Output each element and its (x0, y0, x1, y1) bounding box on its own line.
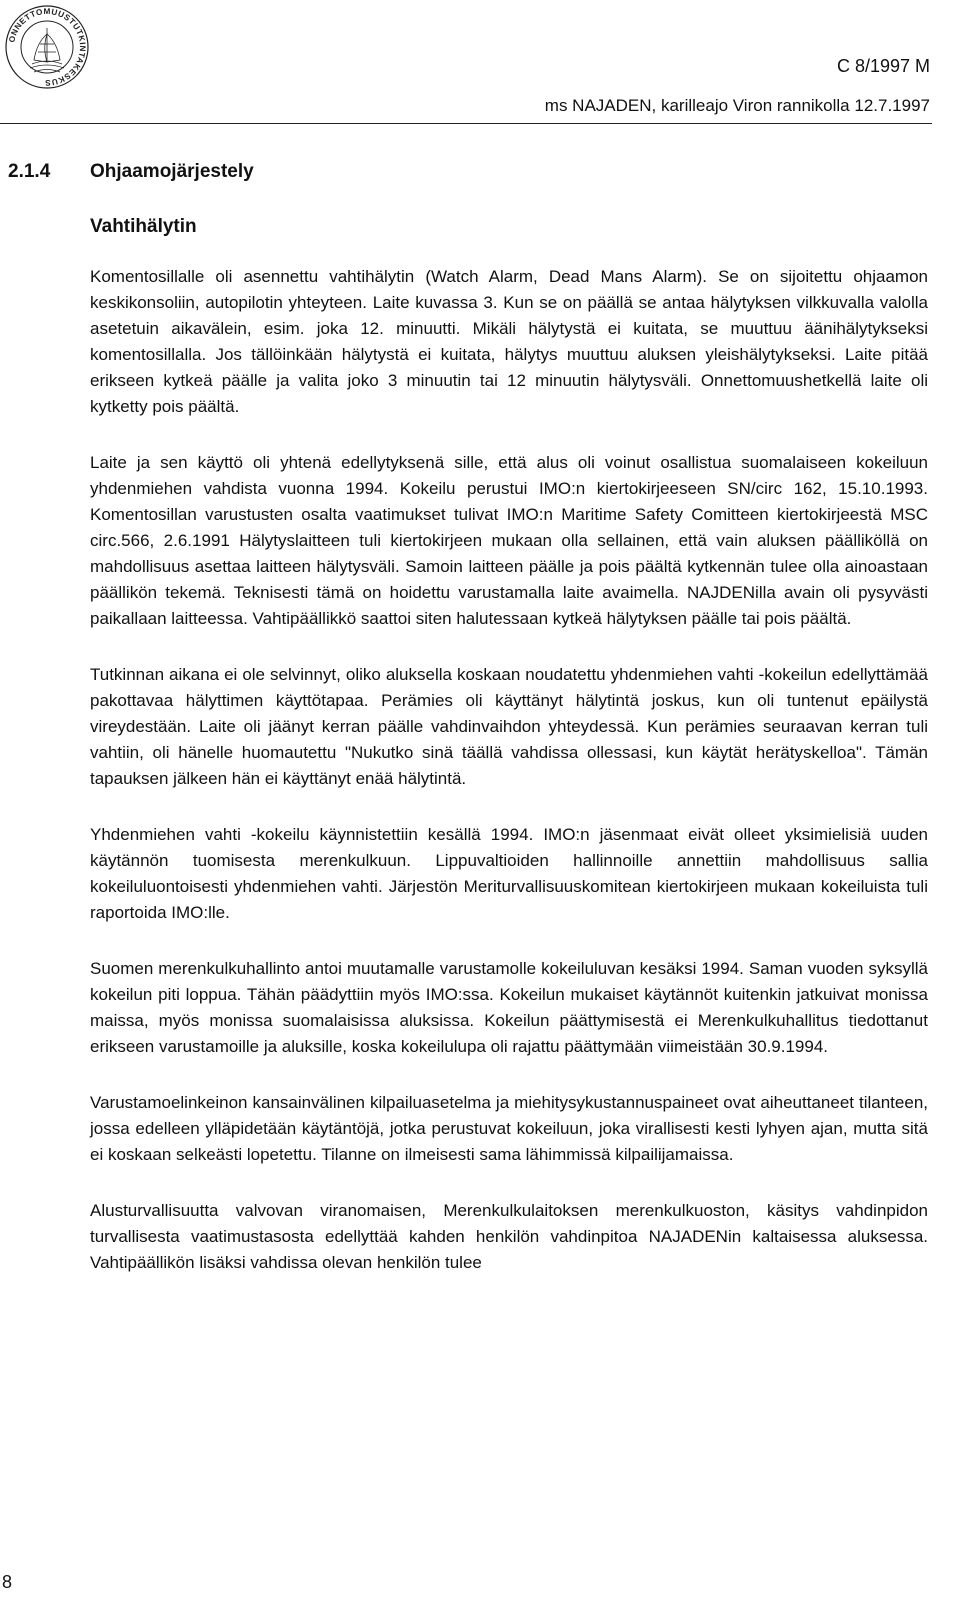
report-code: C 8/1997 M (836, 56, 930, 76)
paragraph: Yhdenmiehen vahti -kokeilu käynnistettiin kesällä 1994. IMO:n jäsenmaat eivät olleet yksimielisiä uuden käytännön tuomisesta merenkulkuun. Lippuvaltioiden hallinnoille annettiin mahdollisuus sallia kokeiluluontoisesti yhdenmiehen vahti. Järjestön Meriturvallisuuskomitean kiertokirjeen mukaan kokeiluista tuli raportoida IMO:lle. (90, 825, 928, 922)
seal-text: ONNETTOMUUSTUTKINTAKESKUS (7, 6, 88, 88)
paragraph: Laite ja sen käyttö oli yhtenä edellytyksenä sille, että alus oli voinut osallistua suomalaiseen kokeiluun yhdenmiehen vahdista vuonna 1994. Kokeilu perustui IMO:n kiertokirjeeseen SN/circ 162, 15.10.1993. Komentosillan varustusten osalta vaatimukset tulivat IMO:n Maritime Safety Comitteen kiertokirjeestä MSC circ.566, 2.6.1991 Hälytyslaitteen tuli kiertokirjeen mukaan olla sellainen, että vain aluksen päälliköllä on mahdollisuus asettaa laitteen hälytysväli. Samoin laitteen päälle ja pois päältä kytkennän tulee olla ainoastaan päällikön tekemä. Teknisesti tämä on hoidettu varustamalla laite avaimella. NAJDENilla avain oli pysyvästi paikallaan laitteessa. Vahtipäällikkö saattoi siten halutessaan kytkeä hälytyksen päälle tai pois päältä. (90, 453, 928, 628)
page-number: 8 (2, 1572, 13, 1592)
paragraph: Suomen merenkulkuhallinto antoi muutamalle varustamolle kokeiluluvan kesäksi 1994. Saman vuoden syksyllä kokeilun piti loppua. Tähän päädyttiin myös IMO:ssa. Kokeilun mukaiset käytännöt kuitenkin jatkuivat monissa maissa, myös monissa suomalaisissa aluksissa. Kokeilun päättymisestä ei Merenkulkuhallitus tiedottanut erikseen varustamoille ja aluksille, koska kokeilulupa oli rajattu päättymään viimeistään 30.9.1994. (90, 959, 928, 1056)
paragraph: Alusturvallisuutta valvovan viranomaisen, Merenkulkulaitoksen merenkulkuoston, käsitys vahdinpidon turvallisesta vaatimustasosta edellyttää kahden henkilön vahdinpitoa NAJADENin kaltaisessa aluksessa. Vahtipäällikön lisäksi vahdissa olevan henkilön tulee (90, 1201, 928, 1272)
body-text (90, 264, 928, 1306)
section-title: Ohjaamojärjestely (90, 161, 254, 182)
paragraph: Tutkinnan aikana ei ole selvinnyt, oliko aluksella koskaan noudatettu yhdenmiehen vahti -kokeilun edellyttämää pakottavaa hälyttimen käyttötapaa. Perämies oli käyttänyt hälytintä joskus, kun oli tuntenut epäilystä vireydestään. Laite oli jäänyt kerran päälle vahdinvaihdon yhteydessä. Kun perämies seuraavan kerran tuli vahtiin, oli hänelle huomautettu "Nukutko sinä täällä vahdissa ollessasi, kun käytät herätyskelloa". Tämän tapauksen jälkeen hän ei käyttänyt enää hälytintä. (90, 665, 928, 788)
header-divider (0, 123, 932, 124)
section-number: 2.1.4 (8, 161, 51, 182)
report-subtitle: ms NAJADEN, karilleajo Viron rannikolla 12.7.1997 (544, 96, 930, 115)
agency-seal-logo (4, 4, 90, 90)
paragraph: Komentosillalle oli asennettu vahtihälytin (Watch Alarm, Dead Mans Alarm). Se on sijoitettu ohjaamon keskikonsoliin, autopilotin yhteyteen. Laite kuvassa 3. Kun se on päällä se antaa hälytyksen vilkkuvalla valolla asetetuin aikavälein, esim. joka 12. minuutti. Mikäli hälytystä ei kuitata, se muuttuu äänihälytykseksi komentosillalla. Jos tällöinkään hälytystä ei kuitata, hälytys muuttuu aluksen yleishälytykseksi. Laite pitää erikseen kytkeä päälle ja valita joko 3 minuutin tai 12 minuutin hälytysväli. Onnettomuushetkellä laite oli kytketty pois päältä. (90, 267, 928, 416)
paragraph: Varustamoelinkeinon kansainvälinen kilpailuasetelma ja miehitysykustannuspaineet ovat aiheuttaneet tilanteen, jossa edelleen ylläpidetään käytäntöjä, jotka perustuvat kokeiluun, joka virallisesti kesti lyhyen ajan, mutta sitä ei koskaan selkeästi lopetettu. Tilanne on ilmeisesti sama lähimmissä kilpailijamaissa. (90, 1093, 928, 1164)
subsection-heading: Vahtihälytin (90, 216, 197, 237)
